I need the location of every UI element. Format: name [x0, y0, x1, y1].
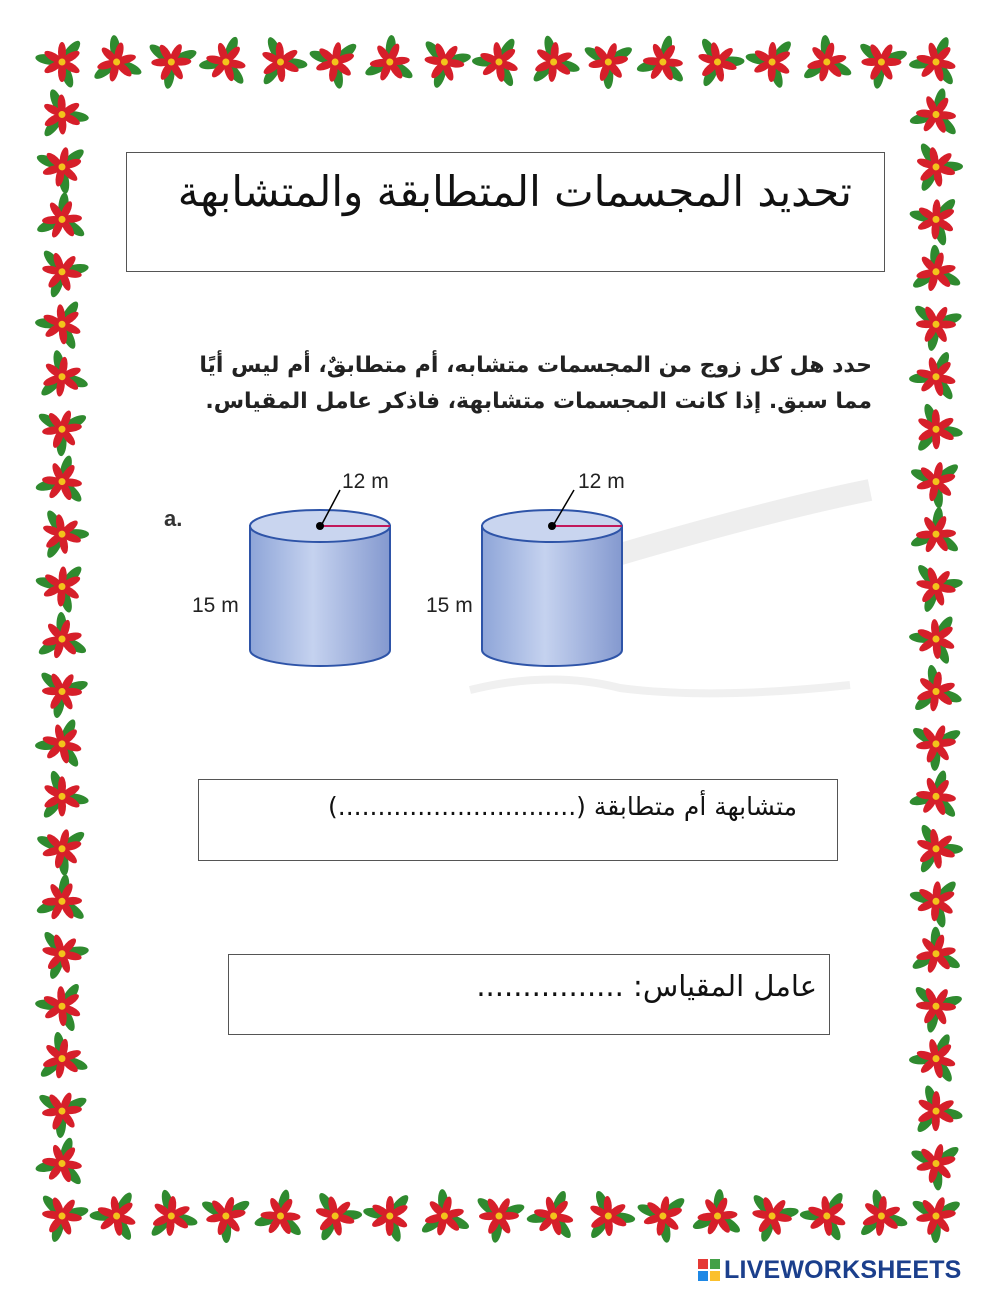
poinsettia-flower [33, 928, 93, 986]
poinsettia-flower [247, 32, 314, 98]
poinsettia-flower [790, 30, 860, 100]
poinsettia-flower [24, 236, 94, 306]
poinsettia-flower [24, 1180, 94, 1250]
poinsettia-flower [911, 818, 967, 876]
poinsettia-flower [27, 451, 92, 517]
cylinder-1 [192, 470, 390, 666]
poinsettia-flower [844, 28, 912, 96]
poinsettia-flower [37, 669, 90, 719]
similar-congruent-answer-box[interactable] [198, 779, 838, 861]
poinsettia-flower [139, 24, 207, 93]
poinsettia-flower [360, 32, 416, 86]
poinsettia-flower [904, 1024, 967, 1085]
poinsettia-flower [688, 1183, 754, 1250]
poinsettia-flower [25, 761, 93, 829]
cylinder-1-radius-label: 12 m [342, 470, 389, 493]
poinsettia-flower [518, 31, 588, 100]
poinsettia-flower [194, 28, 264, 98]
poinsettia-flower [475, 1194, 527, 1244]
problem-figure [150, 340, 880, 700]
poinsettia-flower [415, 27, 479, 92]
poinsettia-flower [33, 981, 85, 1035]
liveworksheets-logo [698, 1256, 962, 1284]
scale-factor-answer-box[interactable] [228, 954, 830, 1035]
logo-text: LIVEWORKSHEETS [724, 1255, 962, 1284]
problem-instruction: حدد هل كل زوج من المجسمات متشابه، أم متطابقٌ، أم ليس أيًا مما سبق. إذا كانت المجسمات متشابهة، فاذكر عامل المقياس. [199, 353, 872, 414]
poinsettia-flower [904, 343, 974, 413]
poinsettia-flower [898, 971, 967, 1040]
poinsettia-flower [914, 1084, 964, 1136]
scale-factor-answer[interactable]: عامل المقياس: ................ [476, 969, 817, 1003]
poinsettia-flower [297, 1180, 367, 1250]
poinsettia-flower [905, 871, 972, 937]
liveworksheets-logo-icon [698, 1259, 720, 1281]
poinsettia-flower [467, 29, 537, 99]
poinsettia-flower [83, 29, 145, 90]
poinsettia-flower [691, 30, 749, 90]
poinsettia-flower [908, 505, 961, 556]
poinsettia-flower [28, 549, 97, 618]
poinsettia-flower [900, 922, 970, 992]
poinsettia-flower [27, 1025, 92, 1088]
poinsettia-flower [33, 138, 97, 200]
poinsettia-flower [846, 1181, 912, 1246]
poinsettia-flower [900, 711, 965, 777]
poinsettia-flower [40, 86, 90, 139]
cylinder-1-height-label: 15 m [192, 594, 239, 617]
poinsettia-flower [902, 399, 970, 466]
poinsettia-flower [904, 287, 971, 355]
poinsettia-flower [38, 347, 93, 404]
poinsettia-flower [303, 34, 360, 93]
poinsettia-flower [797, 1190, 851, 1247]
poinsettia-flower [35, 38, 84, 89]
poinsettia-flower [356, 1179, 425, 1247]
poinsettia-flower [904, 139, 968, 202]
poinsettia-flower [905, 29, 966, 89]
poinsettia-flower [907, 194, 958, 247]
poinsettia-flower [418, 1184, 478, 1246]
poinsettia-flower [904, 606, 974, 675]
similar-congruent-answer[interactable]: متشابهة أم متطابقة (..............................) [328, 792, 797, 821]
poinsettia-flower [907, 766, 964, 820]
poinsettia-flower [34, 607, 96, 671]
poinsettia-flower [245, 1185, 311, 1253]
poinsettia-flower [520, 1187, 581, 1250]
poinsettia-flower [573, 30, 636, 95]
poinsettia-flower [28, 810, 98, 880]
cylinder-2-height-label: 15 m [426, 594, 473, 617]
poinsettia-flower [571, 1180, 640, 1249]
poinsettia-flower [32, 867, 99, 935]
poinsettia-flower [903, 452, 962, 513]
poinsettia-flower [35, 404, 92, 459]
poinsettia-flower [84, 1181, 149, 1245]
poinsettia-flower [744, 1191, 802, 1247]
poinsettia-flower [741, 31, 809, 98]
poinsettia-flower [26, 188, 95, 257]
poinsettia-flower [29, 288, 95, 353]
title-box [126, 152, 885, 272]
poinsettia-flower [903, 240, 964, 299]
poinsettia-flower [907, 1136, 969, 1196]
page-title: تحديد المجسمات المتطابقة والمتشابهة [177, 167, 852, 216]
poinsettia-flower [907, 552, 970, 616]
cylinders-diagram [150, 340, 880, 700]
poinsettia-flower [634, 33, 688, 85]
cylinder-2-radius-label: 12 m [578, 470, 625, 493]
poinsettia-flower [900, 660, 970, 730]
poinsettia-flower [198, 1190, 257, 1247]
poinsettia-flower [148, 1187, 201, 1242]
poinsettia-flower [30, 716, 90, 777]
poinsettia-flower [629, 1178, 699, 1248]
poinsettia-flower [24, 498, 94, 568]
part-label: a. [164, 506, 183, 531]
poinsettia-flower [29, 1073, 98, 1143]
poinsettia-flower [31, 1129, 101, 1199]
poinsettia-flower [905, 80, 974, 150]
cylinder-2 [426, 470, 625, 666]
